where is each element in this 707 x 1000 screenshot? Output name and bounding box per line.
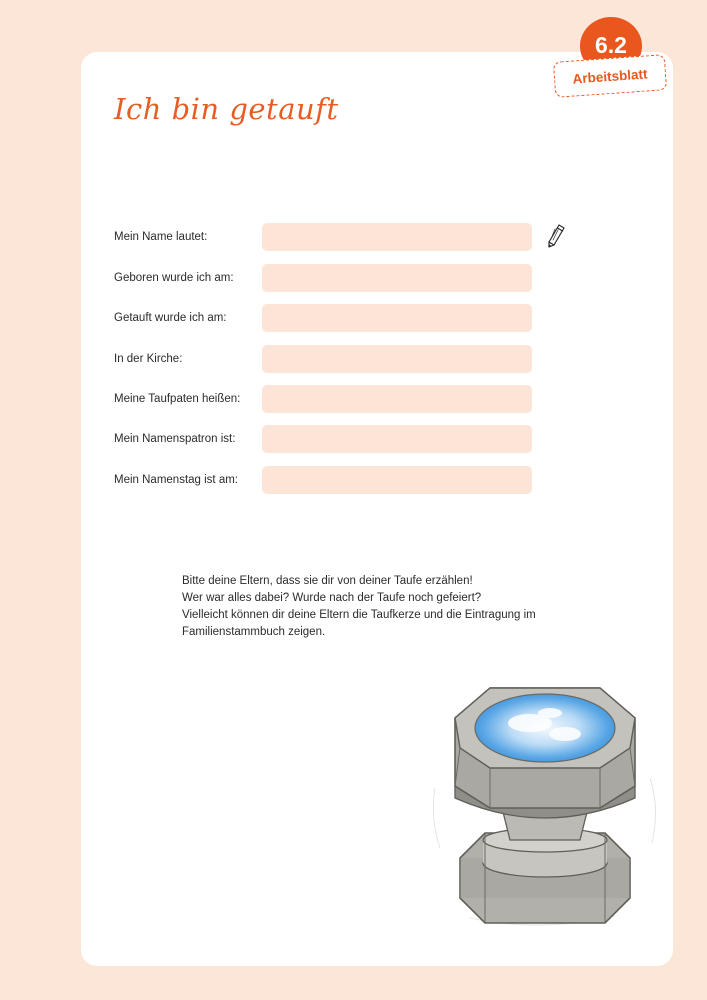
baptismal-font-illustration [430, 668, 660, 933]
field-label: Mein Namenstag ist am: [114, 474, 238, 486]
name-field[interactable] [262, 223, 532, 251]
page-title: Ich bin getauft [114, 92, 339, 126]
birthdate-field[interactable] [262, 264, 532, 292]
instruction-line: Vielleicht können dir deine Eltern die Taufkerze und die Eintragung im [182, 609, 536, 621]
name-day-field[interactable] [262, 466, 532, 494]
instruction-line: Wer war alles dabei? Wurde nach der Taufe noch gefeiert? [182, 592, 482, 604]
field-label: Getauft wurde ich am: [114, 312, 227, 324]
field-label: Mein Name lautet: [114, 231, 208, 243]
worksheet-label-badge: Arbeitsblatt [553, 54, 667, 98]
field-row-church [114, 345, 534, 373]
field-row-baptism-date [114, 304, 534, 332]
field-label: Meine Taufpaten heißen: [114, 393, 241, 405]
instruction-line: Familienstammbuch zeigen. [182, 626, 326, 638]
field-label: In der Kirche: [114, 353, 183, 365]
pencil-icon [546, 223, 566, 249]
instructions-text [182, 573, 582, 641]
instruction-line: Bitte deine Eltern, dass sie dir von deiner Taufe erzählen! [182, 575, 473, 587]
patron-saint-field[interactable] [262, 425, 532, 453]
field-row-name [114, 223, 534, 251]
field-label: Geboren wurde ich am: [114, 272, 234, 284]
field-row-name-day [114, 466, 534, 494]
field-row-birthdate [114, 264, 534, 292]
baptism-date-field[interactable] [262, 304, 532, 332]
godparents-field[interactable] [262, 385, 532, 413]
field-label: Mein Namenspatron ist: [114, 433, 236, 445]
field-row-godparents [114, 385, 534, 413]
field-row-patron-saint [114, 425, 534, 453]
church-field[interactable] [262, 345, 532, 373]
worksheet-number-badge: 6.2 [580, 17, 642, 75]
